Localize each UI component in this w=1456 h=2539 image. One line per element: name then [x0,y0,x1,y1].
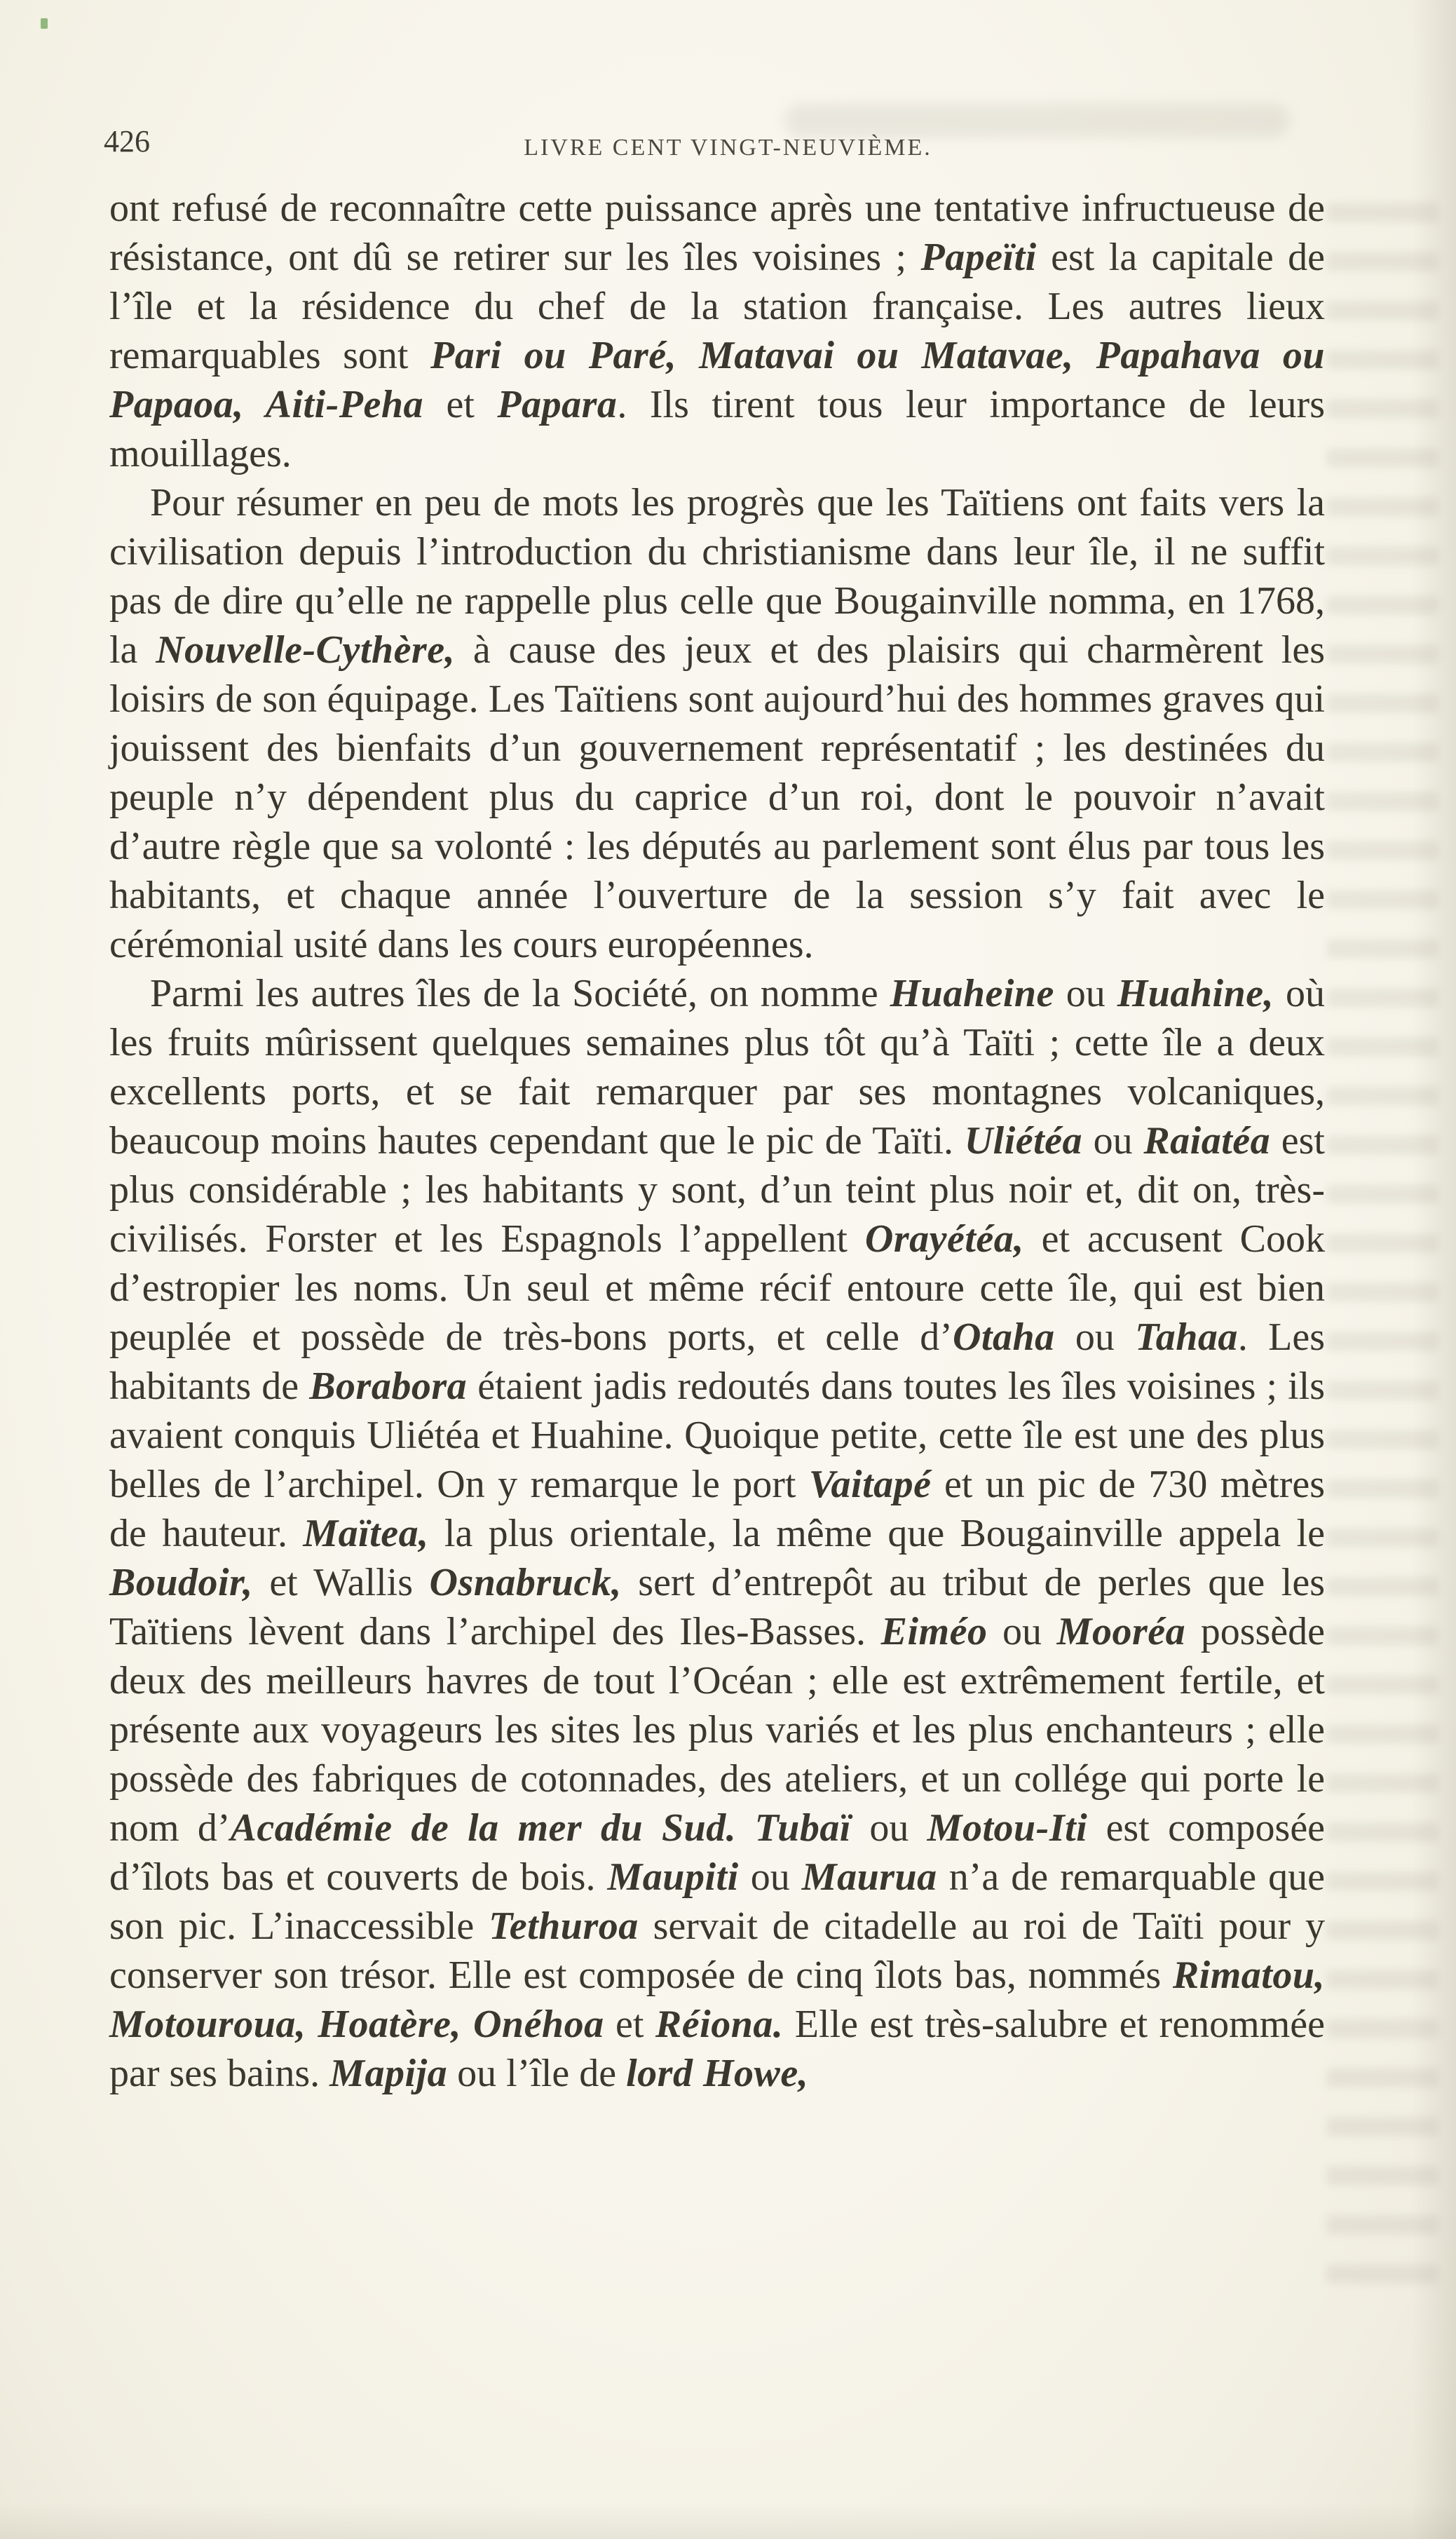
place-name-italic: Orayétéa, [864,1217,1024,1261]
place-name-italic: Tubaï [754,1806,851,1850]
paragraph: ont refusé de reconnaître cette puissance après une tentative infructueuse de résistance, ont dû se retirer sur les îles voisines ; Papeïti est la capitale de l’île et la résidence du chef de la station française. Les autres lieux remarquables sont Pari ou Paré, Matavai ou Matavae, Papahava ou Papaoa, Aiti-Peha et Papara. Ils tirent tous leur importance de leurs mouillages. [109,187,1325,475]
page-text [109,184,1325,2098]
place-name-italic: Mapija [329,2052,448,2095]
place-name-italic: Otaha [952,1315,1055,1359]
place-name-italic: Uliétéa [964,1119,1083,1163]
place-name-italic: Papeïti [920,236,1037,279]
paragraph: Pour résumer en peu de mots les progrès que les Taïtiens ont faits vers la civilisation depuis l’introduction du christianisme dans leur île, il ne suffit pas de dire qu’elle ne rappelle plus celle que Bougainville nomma, en 1768, la Nouvelle-Cythère, à cause des jeux et des plaisirs qui charmèrent les loisirs de son équipage. Les Taïtiens sont aujourd’hui des hommes graves qui jouissent des bienfaits d’un gouvernement représentatif ; les destinées du peuple n’y dépendent plus du caprice d’un roi, dont le pouvoir n’avait d’autre règle que sa volonté : les députés au parlement sont élus par tous les habitants, et chaque année l’ouverture de la session s’y fait avec le cérémonial usité dans les cours européennes. [109,481,1325,966]
place-name-italic: Huahine, [1117,972,1274,1015]
place-name-italic: Réiona. [655,2003,784,2046]
place-name-italic: Boudoir, [109,1561,253,1604]
place-name-italic: Eiméo [880,1610,988,1653]
place-name-italic: Mooréa [1056,1610,1186,1653]
place-name-italic: Motou-Iti [927,1806,1088,1850]
place-name-italic: Papara [497,383,618,426]
place-name-italic: Maïtea, [303,1512,429,1555]
bleed-through-artifact [1327,203,1438,2314]
place-name-italic: Rimatou, Motouroua, Hoatère, Onéhoa [109,1954,1325,2046]
ink-smudge [785,104,1290,137]
page-edge-shadow-bottom [0,2503,1456,2539]
paragraph: Parmi les autres îles de la Société, on nomme Huaheine ou Huahine, où les fruits mûrissent quelques semaines plus tôt qu’à Taïti ; cette île a deux excellents ports, et se fait remarquer par ses montagnes volcaniques, beaucoup moins hautes cependant que le pic de Taïti. Uliétéa ou Raiatéa est plus considérable ; les habitants y sont, d’un teint plus noir et, dit on, très-civilisés. Forster et les Espagnols l’appellent Orayétéa, et accusent Cook d’estropier les noms. Un seul et même récif entoure cette île, qui est bien peuplée et possède de très-bons ports, et celle d’Otaha ou Tahaa. Les habitants de Borabora étaient jadis redoutés dans toutes les îles voisines ; ils avaient conquis Uliétéa et Huahine. Quoique petite, cette île est une des plus belles de l’archipel. On y remarque le port Vaitapé et un pic de 730 mètres de hauteur. Maïtea, la plus orientale, la même que Bougainville appela le Boudoir, et Wallis Osnabruck, sert d’entrepôt au tribut de perles que les Taïtiens lèvent dans l’archipel des Iles-Basses. Eiméo ou Mooréa possède deux des meilleurs havres de tout l’Océan ; elle est extrêmement fertile, et présente aux voyageurs les sites les plus variés et les plus enchanteurs ; elle possède des fabriques de cotonnades, des ateliers, et un collége qui porte le nom d’Académie de la mer du Sud. Tubaï ou Motou-Iti est composée d’îlots bas et couverts de bois. Maupiti ou Maurua n’a de remarquable que son pic. L’inaccessible Tethuroa servait de citadelle au roi de Taïti pour y conserver son trésor. Elle est composée de cinq îlots bas, nommés Rimatou, Motouroua, Hoatère, Onéhoa et Réiona. Elle est très-salubre et renommée par ses bains. Mapija ou l’île de lord Howe, [109,972,1326,2095]
place-name-italic: Raiatéa [1143,1119,1271,1163]
place-name-italic: Tahaa [1135,1315,1238,1359]
scan-artifact-speck [41,18,48,29]
place-name-italic: Maupiti [607,1855,739,1899]
place-name-italic: Nouvelle-Cythère, [156,628,456,672]
place-name-italic: Huaheine [890,972,1054,1015]
place-name-italic: Pari ou Paré, Matavai ou Matavae, Papahava ou Papaoa, Aiti-Peha [109,334,1325,426]
place-name-italic: Maurua [801,1855,937,1899]
place-name-italic: Académie de la mer du Sud. [230,1806,737,1850]
page-number: 426 [104,124,150,158]
place-name-italic: lord Howe, [626,2052,809,2095]
running-header: LIVRE CENT VINGT-NEUVIÈME. [524,135,932,161]
place-name-italic: Vaitapé [808,1463,932,1506]
place-name-italic: Tethuroa [489,1904,639,1948]
place-name-italic: Borabora [309,1365,468,1408]
place-name-italic: Osnabruck, [429,1561,622,1604]
page-edge-shadow-right [1411,0,1456,2539]
